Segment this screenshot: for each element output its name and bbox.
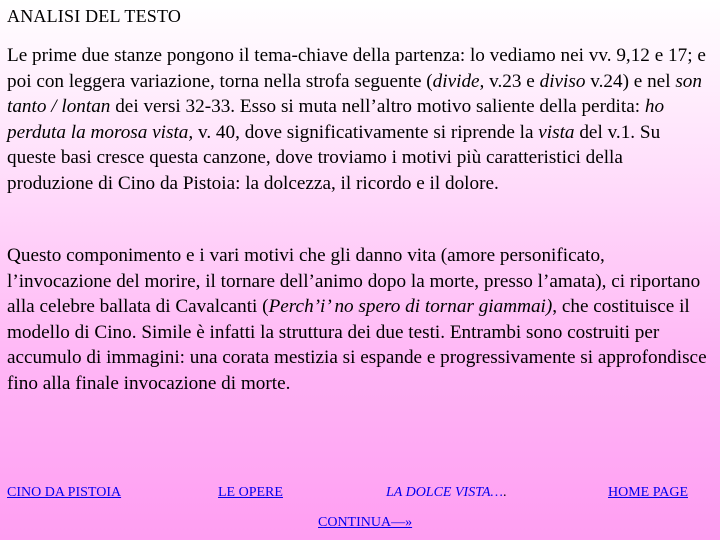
paragraph1-segment-3: diviso	[539, 70, 586, 92]
paragraph1-segment-5: son tanto / lontan	[7, 70, 702, 118]
paragraph1-segment-1: divide,	[432, 70, 485, 92]
paragraph1-segment-6: dei versi 32-33. Esso si muta nell’altro motivo saliente della perdita:	[110, 96, 645, 118]
paragraph1-segment-2: v.23 e	[484, 70, 540, 92]
paragraph1-segment-0: Le prime due stanze pongono il tema-chiave della partenza: lo vediamo nei vv. 9,12 e 17; e poi con leggera variazione, torna nella strofa seguente (	[7, 45, 706, 92]
paragraph1-segment-10: del v.1. Su queste basi cresce questa canzone, dove troviamo i motivi più caratteristici della produzione di Cino da Pistoia: la dolcezza, il ricordo e il dolore.	[7, 121, 661, 194]
paragraph2-segment-1: Perch’i’ no spero di tornar giammai)	[268, 296, 553, 318]
paragraph2-segment-2: , che costituisce il modello di Cino. Simile è infatti la struttura dei due testi. Entrambi sono costruiti per accumulo di immagini: una corata mestizia si espande e progressivamente si approfondisce fino alla finale invocazione di morte.	[7, 296, 707, 394]
analysis-paragraph-2	[7, 243, 713, 397]
nav-link-cino-da-pistoia[interactable]: CINO DA PISTOIA	[7, 485, 122, 500]
analysis-paragraph-1	[7, 43, 713, 197]
page-title: ANALISI DEL TESTO	[7, 6, 182, 26]
nav-link-le-opere[interactable]: LE OPERE	[218, 485, 283, 500]
nav-link-home-page[interactable]: HOME PAGE	[608, 485, 688, 500]
nav-dolce-suffix: .	[502, 485, 507, 500]
paragraph1-segment-4: v.24) e nel	[585, 70, 676, 92]
paragraph1-segment-9: vista	[538, 121, 575, 143]
nav-link-continua[interactable]: CONTINUA—»	[318, 515, 413, 530]
nav-link-la-dolce-vista[interactable]: LA DOLCE VISTA…	[386, 485, 503, 500]
paragraph2-segment-0: Questo componimento e i vari motivi che gli danno vita (amore personificato, l’invocazione del morire, il tornare dell’animo dopo la morte, presso l’amata), ci riportano alla celebre ballata di Cavalcanti (	[7, 245, 701, 318]
paragraph1-segment-7: ho perduta la morosa vista,	[7, 96, 665, 143]
nav-dolce-wrapper	[386, 485, 506, 501]
paragraph1-segment-8: v. 40, dove significativamente si riprende la	[193, 121, 539, 143]
